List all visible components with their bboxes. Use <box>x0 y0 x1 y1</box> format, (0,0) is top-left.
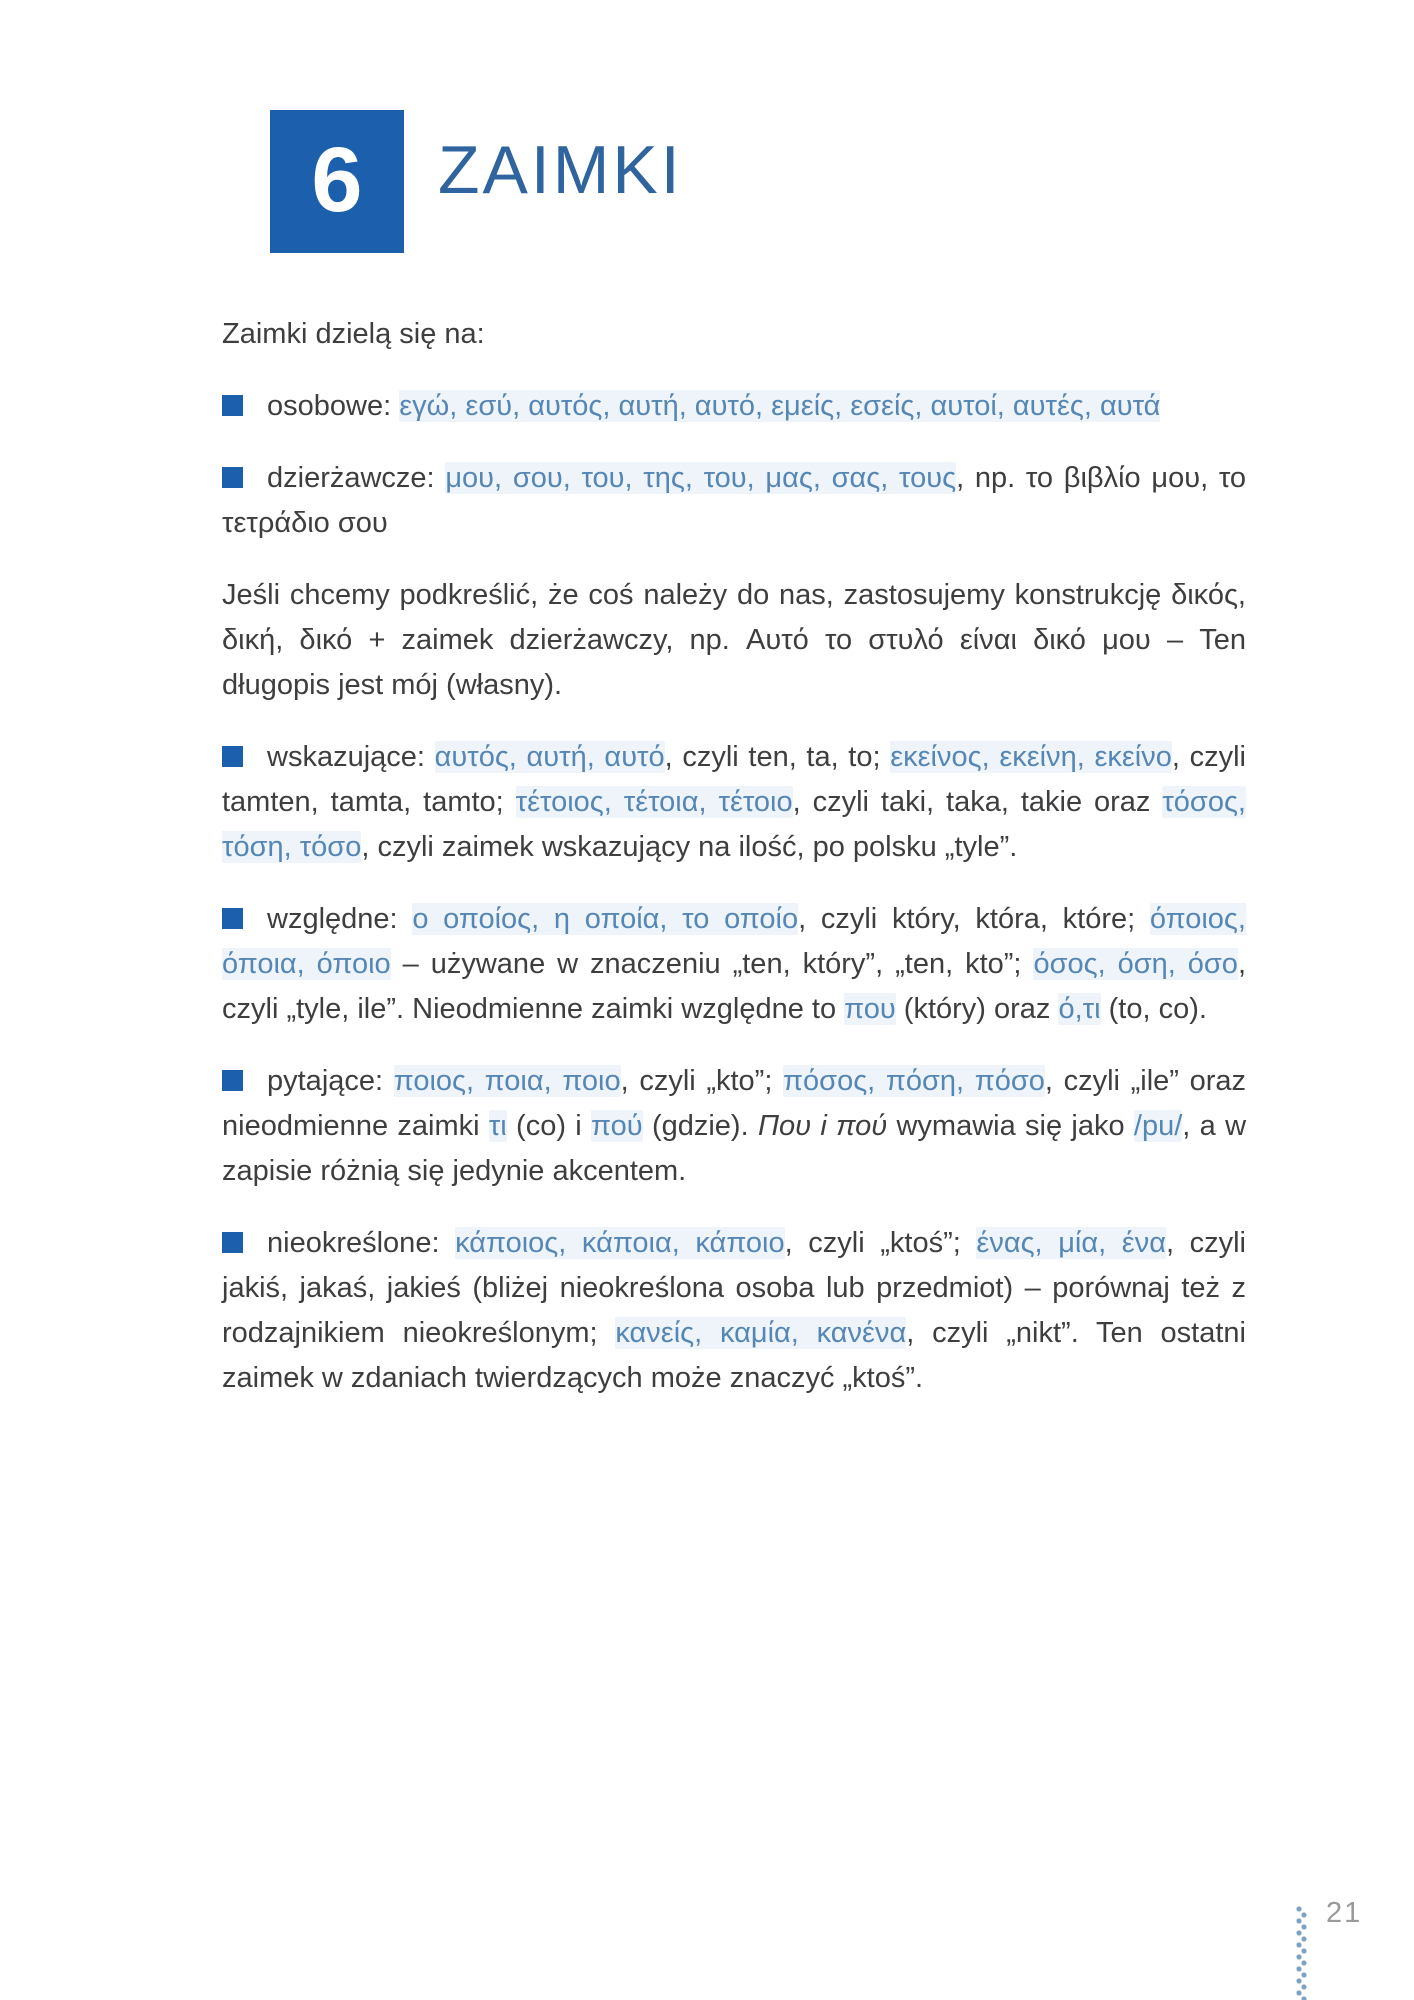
greek-term: κανείς, καμία, κανένα <box>615 1317 907 1349</box>
text-segment: , czyli „nikt”. Ten ostatni zaimek w zdaniach twierdzących może znaczyć „ktoś”. <box>222 1317 1246 1394</box>
greek-term: ποιος, ποια, ποιο <box>393 1065 621 1097</box>
text-segment: (co) i <box>506 1110 592 1142</box>
text-segment: , czyli który, która, które; <box>798 903 1150 935</box>
bullet-square-icon <box>222 1232 243 1253</box>
bullet-item <box>222 1059 1246 1194</box>
text-segment: , czyli taki, taka, takie oraz <box>792 786 1163 818</box>
bullet-square-icon <box>222 467 243 488</box>
greek-term: τόσος, τόση, τόσο <box>222 786 1246 863</box>
text-segment: – używane w znaczeniu „ten, który”, „ten, kto”; <box>390 948 1034 980</box>
greek-term: που <box>844 993 896 1025</box>
bullet-item <box>222 384 1246 429</box>
text-segment: nieokreślone: <box>267 1227 456 1259</box>
chapter-number-badge <box>270 110 404 253</box>
text-segment: , czyli „ile” oraz nieodmienne zaimki <box>222 1065 1247 1142</box>
text-segment: , czyli „kto”; <box>620 1065 784 1097</box>
bullet-square-icon <box>222 746 243 767</box>
bullet-item <box>222 1221 1246 1401</box>
text-segment: wskazujące: <box>267 741 435 773</box>
text-segment: , czyli tamten, tamta, tamto; <box>222 741 1246 818</box>
body-paragraph <box>222 573 1246 708</box>
body-text-column <box>222 312 1246 1401</box>
text-segment: , czyli „tyle, ile”. Nieodmienne zaimki względne to <box>222 948 1246 1025</box>
greek-term: αυτός, αυτή, αυτό <box>434 741 665 773</box>
bullet-item <box>222 897 1246 1032</box>
text-segment: osobowe: <box>267 390 400 422</box>
intro-paragraph: Zaimki dzielą się na: <box>222 318 485 350</box>
text-segment: pytające: <box>267 1065 394 1097</box>
text-segment: , czyli jakiś, jakaś, jakieś (bliżej nieokreślona osoba lub przedmiot) – porównaj też z rodzajnikiem nieokreślonym; <box>222 1227 1246 1349</box>
greek-term: όσος, όση, όσο <box>1033 948 1238 980</box>
bullet-square-icon <box>222 1070 243 1091</box>
chapter-title: ZAIMKI <box>438 132 683 208</box>
greek-term: ό,τι <box>1058 993 1101 1025</box>
text-segment: (który) oraz <box>895 993 1059 1025</box>
text-segment: , czyli „ktoś”; <box>784 1227 977 1259</box>
text-segment: , a w zapisie różnią się jedynie akcentem. <box>222 1110 1247 1187</box>
greek-term: εκείνος, εκείνη, εκείνο <box>890 741 1172 773</box>
text-segment: (to, co). <box>1100 993 1207 1025</box>
chapter-number: 6 <box>311 128 363 231</box>
greek-term: εγώ, εσύ, αυτός, αυτή, αυτό, εμείς, εσείς, αυτοί, αυτές, αυτά <box>399 390 1161 422</box>
greek-term: τέτοιος, τέτοια, τέτοιο <box>515 786 793 818</box>
text-segment: Jeśli chcemy podkreślić, że coś należy do nas, zastosujemy konstrukcję δικός, δική, δικό + zaimek dzierżawczy, np. Αυτό το στυλό είναι δικό μου – Ten długopis jest mój (własny). <box>222 579 1246 701</box>
content-blocks <box>222 384 1246 1401</box>
text-segment: , czyli zaimek wskazujący na ilość, po polsku „tyle”. <box>361 831 1018 863</box>
greek-term: ένας, μία, ένα <box>976 1227 1166 1259</box>
bullet-item <box>222 735 1246 870</box>
greek-term: τι <box>488 1110 507 1142</box>
bullet-square-icon <box>222 908 243 929</box>
greek-term: πού <box>591 1110 643 1142</box>
greek-term: πόσος, πόση, πόσο <box>783 1065 1045 1097</box>
text-segment: względne: <box>267 903 413 935</box>
text-segment: Που i πού <box>757 1110 888 1142</box>
greek-term: κάποιος, κάποια, κάποιο <box>455 1227 785 1259</box>
greek-term: /pu/ <box>1133 1110 1183 1142</box>
text-segment: , czyli ten, ta, to; <box>664 741 891 773</box>
bullet-item <box>222 456 1246 546</box>
greek-term: μου, σου, του, της, του, μας, σας, τους <box>445 462 957 494</box>
text-segment: (gdzie). <box>642 1110 758 1142</box>
page-number: 21 <box>1326 1897 1363 1929</box>
chain-decoration-icon <box>1296 1906 1307 2000</box>
text-segment: dzierżawcze: <box>267 462 446 494</box>
greek-term: όποιος, όποια, όποιο <box>222 903 1246 980</box>
text-segment: wymawia się jako <box>887 1110 1134 1142</box>
bullet-square-icon <box>222 395 243 416</box>
greek-term: ο οποίος, η οποία, το οποίο <box>412 903 799 935</box>
text-segment: , np. το βιβλίο μου, το τετράδιο σου <box>222 462 1247 539</box>
